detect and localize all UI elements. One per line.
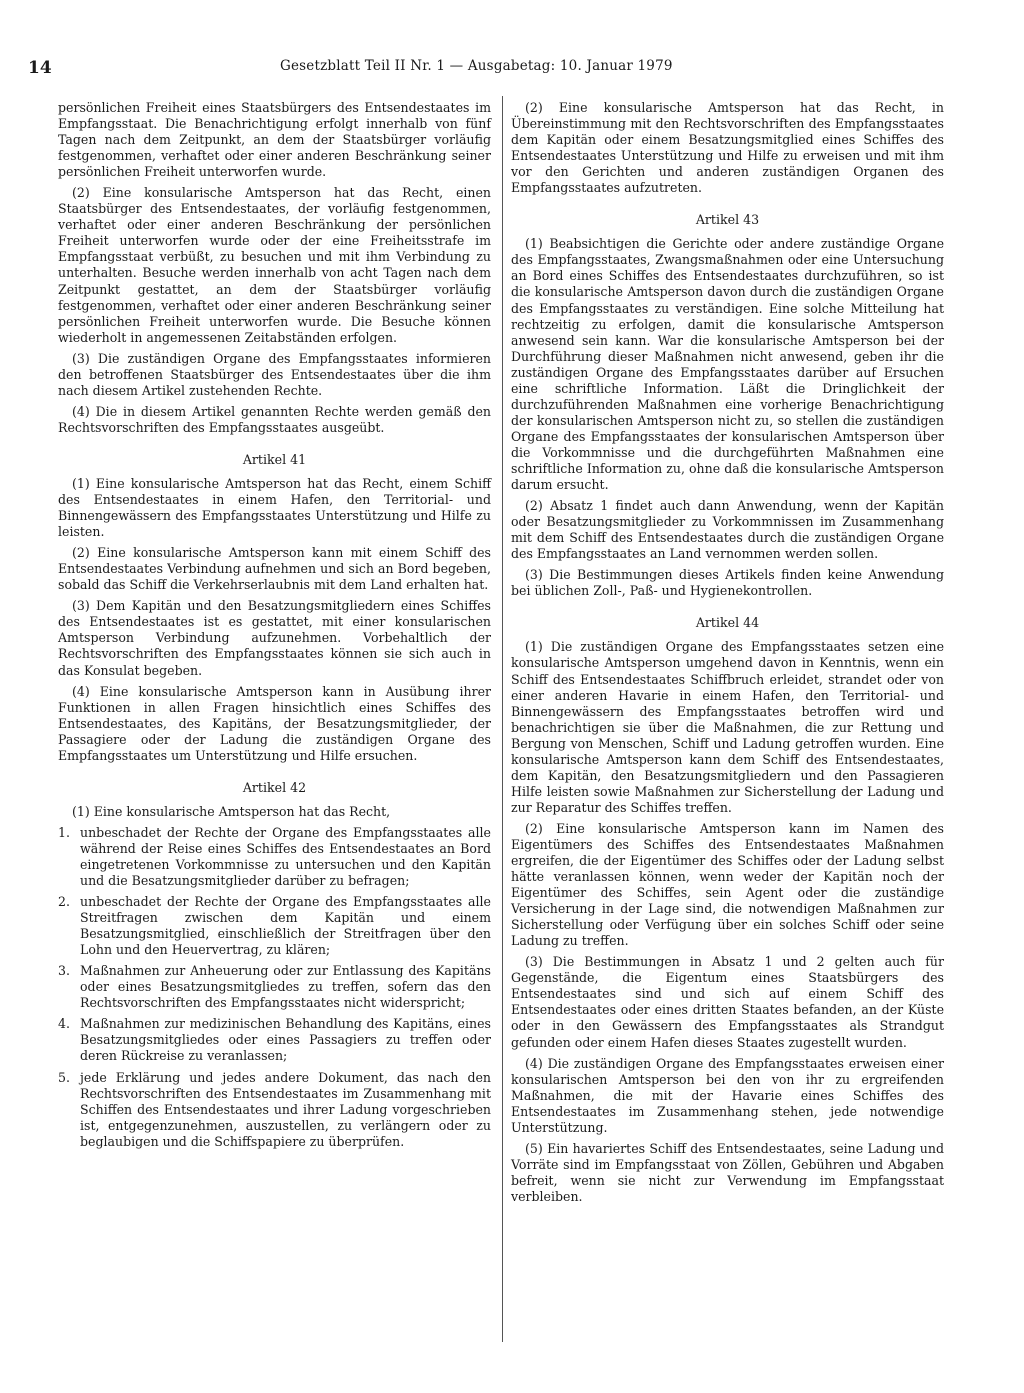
list-item-text: Maßnahmen zur Anheuerung oder zur Entlassung des Kapitäns oder eines Besatzungsmitgliedes zu treffen, sofern das den Rechtsvorschriften des Empfangsstaates nicht widerspricht; xyxy=(80,963,491,1011)
art41-para-4: (4) Eine konsularische Amtsperson kann in Ausübung ihrer Funktionen in allen Fragen hinsichtlich eines Schiffes des Entsendestaates, des Kapitäns, der Besatzungsmitglieder, der Passagiere oder der Ladung die zuständigen Organe des Empfangsstaates um Unterstützung und Hilfe ersuchen. xyxy=(58,683,491,763)
list-item-number: 5. xyxy=(58,1069,70,1085)
art40-para-2: (2) Eine konsularische Amtsperson hat das Recht, einen Staatsbürger des Entsendestaates, der vorläufig festgenommen, verhaftet oder einer anderen Beschränkung der persönlichen Freiheit unterworfen wurde oder der eine Freiheitsstrafe im Empfangsstaat verbüßt, zu besuchen und mit ihm Verbindung zu unterhalten. Besuche werden innerhalb von acht Tagen nach dem Zeitpunkt gestattet, an dem der Staatsbürger vorläufig festgenommen, verhaftet oder einer anderen Beschränkung seiner persönlichen Freiheit unterworfen wurde. Die Besuche können wiederholt in angemessenen Zeitabständen erfolgen. xyxy=(58,185,491,345)
column-divider xyxy=(502,96,503,1342)
art44-para-2: (2) Eine konsularische Amtsperson kann im Namen des Eigentümers des Schiffes des Entsendestaates Maßnahmen ergreifen, die der Eigentümer des Schiffes oder der Ladung selbst hätte veranlassen können, wenn weder der Kapitän noch der Eigentümer des Schiffes, sein Agent oder die zuständige Versicherung in der Lage sind, die notwendigen Maßnahmen zur Sicherstellung oder Verfügung über ein solches Schiff oder seine Ladung zu treffen. xyxy=(511,820,944,949)
article-43-heading: Artikel 43 xyxy=(695,212,760,228)
list-item xyxy=(58,1070,491,1150)
list-item-text: Maßnahmen zur medizinischen Behandlung des Kapitäns, eines Besatzungsmitgliedes oder eines Passagiers zu treffen oder deren Rückreise zu veranlassen; xyxy=(80,1016,491,1064)
list-item-number: 3. xyxy=(58,963,70,979)
left-column xyxy=(58,100,491,1155)
gazette-header-title: Gesetzblatt Teil II Nr. 1 — Ausgabetag: 10. Januar 1979 xyxy=(280,58,673,74)
list-item-text: unbeschadet der Rechte der Organe des Empfangsstaates alle Streitfragen zwischen dem Kapitän und einem Besatzungsmitglied, einschließlich der Streitfragen über den Lohn und den Heuervertrag, zu klären; xyxy=(80,894,491,958)
list-item-text: unbeschadet der Rechte der Organe des Empfangsstaates alle während der Reise eines Schiffes des Entsendestaates an Bord eingetretenen Vorkommnisse zu untersuchen und den Kapitän und die Besatzungsmitglieder darüber zu befragen; xyxy=(80,824,491,889)
right-column xyxy=(511,100,944,1210)
art42-para-1: (1) Eine konsularische Amtsperson hat das Recht, xyxy=(72,803,391,819)
art41-para-2: (2) Eine konsularische Amtsperson kann mit einem Schiff des Entsendestaates Verbindung aufnehmen und sich an Bord begeben, sobald das Schiff die Verkehrserlaubnis mit dem Land erhalten hat. xyxy=(58,545,491,593)
paragraph-continued: persönlichen Freiheit eines Staatsbürgers des Entsendestaates im Empfangsstaat. Die Benachrichtigung erfolgt innerhalb von fünf Tagen nach dem Zeitpunkt, an dem der Staatsbürger vorläufig festgenommen, verhaftet oder einer anderen Beschränkung seiner persönlichen Freiheit unterworfen wurde. xyxy=(58,100,491,180)
article-42-heading: Artikel 42 xyxy=(242,779,307,795)
art44-para-4: (4) Die zuständigen Organe des Empfangsstaates erweisen einer konsularischen Amtsperson bei den von ihr zu ergreifenden Maßnahmen, die mit der Havarie eines Schiffes des Entsendestaates im Zusammenhang stehen, jede notwendige Unterstützung. xyxy=(511,1055,944,1135)
art43-para-2: (2) Absatz 1 findet auch dann Anwendung, wenn der Kapitän oder Besatzungsmitglieder zu Vorkommnissen im Zusammenhang mit dem Schiff des Entsendestaates durch die zuständigen Organe des Empfangsstaates an Land vernommen werden sollen. xyxy=(511,498,944,562)
page-header xyxy=(28,58,953,84)
list-item xyxy=(58,825,491,889)
list-item xyxy=(58,894,491,958)
page-number: 14 xyxy=(28,58,52,78)
list-item-number: 4. xyxy=(58,1016,70,1032)
art44-para-1: (1) Die zuständigen Organe des Empfangsstaates setzen eine konsularische Amtsperson umgehend davon in Kenntnis, wenn ein Schiff des Entsendestaates Schiffbruch erleidet, strandet oder von einer anderen Havarie in einem Hafen, den Territorial- und Binnengewässern des Empfangsstaates betroffen wird und benachrichtigen sie über die Maßnahmen, die zur Rettung und Bergung von Menschen, Schiff und Ladung getroffen wurden. Eine konsularische Amtsperson kann dem Schiff des Entsendestaates, dem Kapitän, den Besatzungsmitgliedern und den Passagieren Hilfe leisten sowie Maßnahmen zur Sicherstellung der Ladung und zur Reparatur des Schiffes treffen. xyxy=(511,639,944,815)
list-item xyxy=(58,1016,491,1064)
art42-para-2: (2) Eine konsularische Amtsperson hat das Recht, in Übereinstimmung mit den Rechtsvorschriften des Empfangsstaates dem Kapitän oder einem Besatzungsmitglied eines Schiffes des Entsendestaates Unterstützung und Hilfe zu erweisen und mit ihm vor den Gerichten und anderen zuständigen Organen des Empfangsstaates aufzutreten. xyxy=(511,100,944,196)
art40-para-3: (3) Die zuständigen Organe des Empfangsstaates informieren den betroffenen Staatsbürger des Entsendestaates über die ihm nach diesem Artikel zustehenden Rechte. xyxy=(58,350,491,398)
list-item-number: 2. xyxy=(58,894,70,910)
article-41-heading: Artikel 41 xyxy=(242,451,307,467)
art41-para-1: (1) Eine konsularische Amtsperson hat das Recht, einem Schiff des Entsendestaates in einem Hafen, den Territorial- und Binnengewässern des Empfangsstaates Unterstützung und Hilfe zu leisten. xyxy=(58,475,491,540)
art41-para-3: (3) Dem Kapitän und den Besatzungsmitgliedern eines Schiffes des Entsendestaates ist es gestattet, mit einer konsularischen Amtsperson Verbindung aufzunehmen. Vorbehaltlich der Rechtsvorschriften des Empfangsstaates können sie sich auch in das Konsulat begeben. xyxy=(58,598,491,678)
article-44-heading: Artikel 44 xyxy=(695,615,760,631)
art44-para-3: (3) Die Bestimmungen in Absatz 1 und 2 gelten auch für Gegenstände, die Eigentum eines Staatsbürgers des Entsendestaates sind und sich auf einem Schiff des Entsendestaates oder eines dritten Staates befanden, an der Küste oder in den Gewässern des Empfangsstaates als Strandgut gefunden oder einem Hafen dieses Staates zugestellt wurden. xyxy=(511,954,944,1050)
list-item-text: jede Erklärung und jedes andere Dokument, das nach den Rechtsvorschriften des Entsendestaates im Zusammenhang mit Schiffen des Entsendestaates und ihrer Ladung vorgeschrieben ist, entgegenzunehmen, auszustellen, zu verlängern oder zu beglaubigen und die Schiffspapiere zu überprüfen. xyxy=(80,1069,491,1149)
list-item-number: 1. xyxy=(58,824,70,840)
art40-para-4: (4) Die in diesem Artikel genannten Rechte werden gemäß den Rechtsvorschriften des Empfangsstaates ausgeübt. xyxy=(58,403,491,435)
art43-para-1: (1) Beabsichtigen die Gerichte oder andere zuständige Organe des Empfangsstaates, Zwangsmaßnahmen oder eine Untersuchung an Bord eines Schiffes des Entsendestaates durchzuführen, so ist die konsularische Amtsperson davon durch die zuständigen Organe des Empfangsstaates zu verständigen. Eine solche Mitteilung hat rechtzeitig zu erfolgen, damit die konsularische Amtsperson anwesend sein kann. War die konsularische Amtsperson bei der Durchführung dieser Maßnahmen nicht anwesend, geben ihr die zuständigen Organe des Empfangsstaates darüber auf Ersuchen eine schriftliche Information. Läßt die Dringlichkeit der durchzuführenden Maßnahmen eine vorherige Benachrichtigung der konsularischen Amtsperson nicht zu, so stellen die zuständigen Organe des Empfangsstaates der konsularischen Amtsperson über die Vorkommnisse und die durchgeführten Maßnahmen eine schriftliche Information zu, ohne daß die konsularische Amtsperson darum ersucht. xyxy=(511,236,944,493)
list-item xyxy=(58,963,491,1011)
art42-numbered-list xyxy=(58,825,491,1150)
art44-para-5: (5) Ein havariertes Schiff des Entsendestaates, seine Ladung und Vorräte sind im Empfangsstaat von Zöllen, Gebühren und Abgaben befreit, wenn sie nicht zur Verwendung im Empfangsstaat verbleiben. xyxy=(511,1140,944,1204)
art43-para-3: (3) Die Bestimmungen dieses Artikels finden keine Anwendung bei üblichen Zoll-, Paß- und Hygienekontrollen. xyxy=(511,567,944,599)
